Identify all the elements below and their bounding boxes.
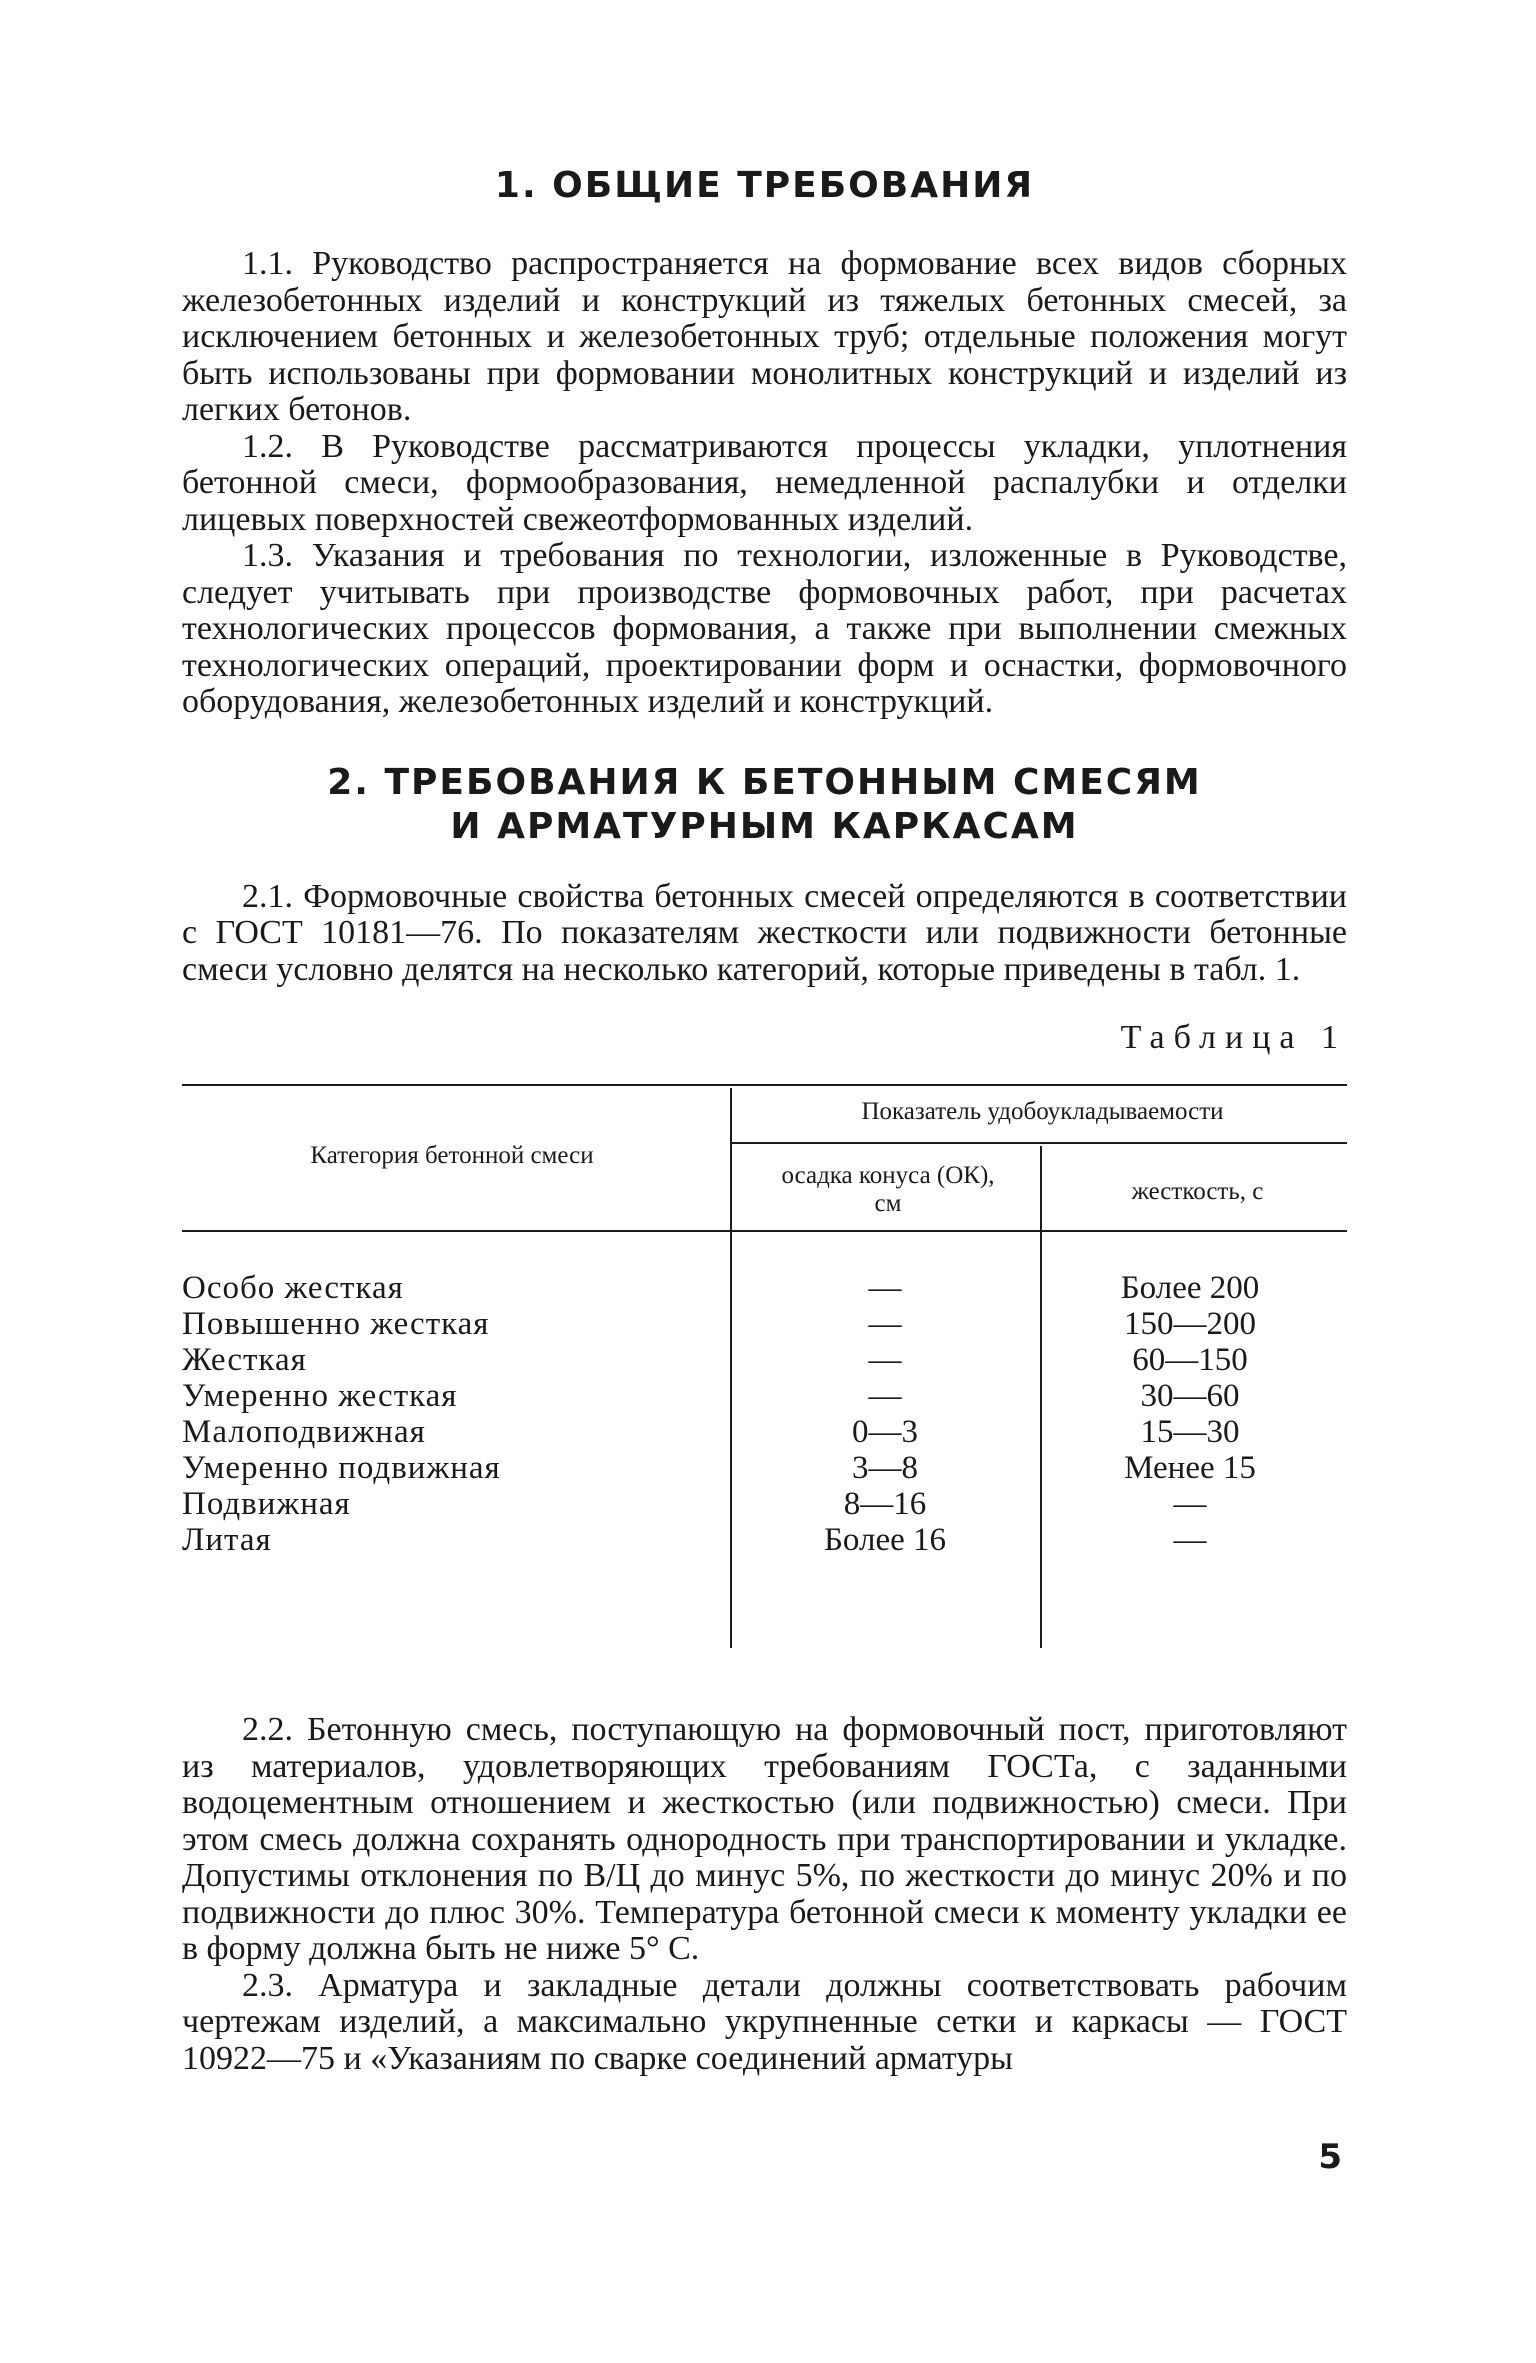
table-cell-category: Повышенно жесткая bbox=[182, 1306, 490, 1342]
paragraph-2-3: 2.3. Арматура и закладные детали должны соответствовать рабочим чертежам изделий, а максимально укрупненные сетки и каркасы — ГОСТ 10922—75 и «Указаниям по сварке соединений арматуры bbox=[182, 1966, 1347, 2077]
header-category: Категория бетонной смеси bbox=[310, 1142, 594, 1169]
table-cell-category: Подвижная bbox=[182, 1486, 351, 1522]
table-cell-rigidity: 30—60 bbox=[1140, 1378, 1240, 1414]
consistency-table bbox=[182, 1084, 1347, 1662]
header-workability-group: Показатель удобоукладываемости bbox=[861, 1098, 1224, 1125]
paragraph-1-3: 1.3. Указания и требования по технологии, изложенные в Руководстве, следует учитывать при производстве формовочных работ, при расчетах технологических процессов формования, а также при выполнении смежных технологических операций, проектировании форм и оснастки, формовочного оборудования, железобетонных изделий и конструкций. bbox=[182, 537, 1347, 720]
table-cell-category: Литая bbox=[182, 1522, 272, 1558]
table-header-rule bbox=[182, 1230, 1347, 1232]
section-2-heading bbox=[182, 761, 1347, 849]
rigidity-column bbox=[1040, 1270, 1340, 1558]
table-cell-cone-slump: 3—8 bbox=[852, 1450, 918, 1486]
paragraph-1-1: 1.1. Руководство распространяется на формование всех видов сборных железобетонных изделий и конструкций из тяжелых бетонных смесей, за исключением бетонных и железобетонных труб; отдельные положения могут быть использованы при формовании монолитных конструкций и изделий из легких бетонов. bbox=[182, 245, 1347, 428]
table-cell-rigidity: 15—30 bbox=[1140, 1414, 1240, 1450]
header-cone-slump: осадка конуса (ОК), см bbox=[781, 1162, 995, 1217]
table-cell-category: Умеренно жесткая bbox=[182, 1378, 458, 1414]
table-cell-rigidity: 60—150 bbox=[1132, 1342, 1248, 1378]
table-cell-category: Жесткая bbox=[182, 1342, 307, 1378]
table-cell-cone-slump: 8—16 bbox=[843, 1486, 927, 1522]
category-column bbox=[182, 1270, 722, 1558]
table-cell-rigidity: Менее 15 bbox=[1124, 1450, 1256, 1486]
section-2-heading-line-2: И АРМАТУРНЫМ КАРКАСАМ bbox=[450, 805, 1079, 847]
table-cell-cone-slump: — bbox=[868, 1306, 902, 1342]
table-cell-cone-slump: — bbox=[868, 1270, 902, 1306]
table-cell-rigidity: — bbox=[1173, 1486, 1207, 1522]
paragraph-2-1: 2.1. Формовочные свойства бетонных смесей определяются в соответствии с ГОСТ 10181—76. По показателям жесткости или подвижности бетонные смеси условно делятся на несколько категорий, которые приведены в табл. 1. bbox=[182, 877, 1347, 988]
table-cell-cone-slump: — bbox=[868, 1378, 902, 1414]
table-cell-category: Особо жесткая bbox=[182, 1270, 404, 1306]
table-cell-rigidity: Более 200 bbox=[1120, 1270, 1260, 1306]
table-caption: Таблица 1 bbox=[1120, 1019, 1347, 1056]
table-cell-cone-slump: Более 16 bbox=[823, 1522, 947, 1558]
table-cell-cone-slump: 0—3 bbox=[852, 1414, 918, 1450]
section-2-heading-line-1: 2. ТРЕБОВАНИЯ К БЕТОННЫМ СМЕСЯМ bbox=[327, 761, 1202, 803]
paragraph-1-2: 1.2. В Руководстве рассматриваются процессы укладки, уплотнения бетонной смеси, формообразования, немедленной распалубки и отделки лицевых поверхностей свежеотформованных изделий. bbox=[182, 427, 1347, 538]
table-cell-rigidity: 150—200 bbox=[1124, 1306, 1256, 1342]
page-number: 5 bbox=[1318, 2137, 1342, 2177]
header-rigidity: жесткость, с bbox=[1131, 1178, 1264, 1205]
table-group-rule bbox=[730, 1142, 1347, 1144]
section-1-heading: 1. ОБЩИЕ ТРЕБОВАНИЯ bbox=[494, 165, 1035, 206]
document-page bbox=[182, 150, 1347, 2077]
table-cell-category: Малоподвижная bbox=[182, 1414, 426, 1450]
table-cell-rigidity: — bbox=[1173, 1522, 1207, 1558]
table-cell-category: Умеренно подвижная bbox=[182, 1450, 501, 1486]
table-cell-cone-slump: — bbox=[868, 1342, 902, 1378]
table-top-rule bbox=[182, 1084, 1347, 1086]
paragraph-2-2: 2.2. Бетонную смесь, поступающую на формовочный пост, приготовляют из материалов, удовлетворяющих требованиям ГОСТа, с заданными водоцементным отношением и жесткостью (или подвижностью) смеси. При этом смесь должна сохранять однородность при транспортировании и укладке. Допустимы отклонения по В/Ц до минус 5%, по жесткости до минус 20% и по подвижности до плюс 30%. Температура бетонной смеси к моменту укладки ее в форму должна быть не ниже 5° С. bbox=[182, 1711, 1347, 1967]
